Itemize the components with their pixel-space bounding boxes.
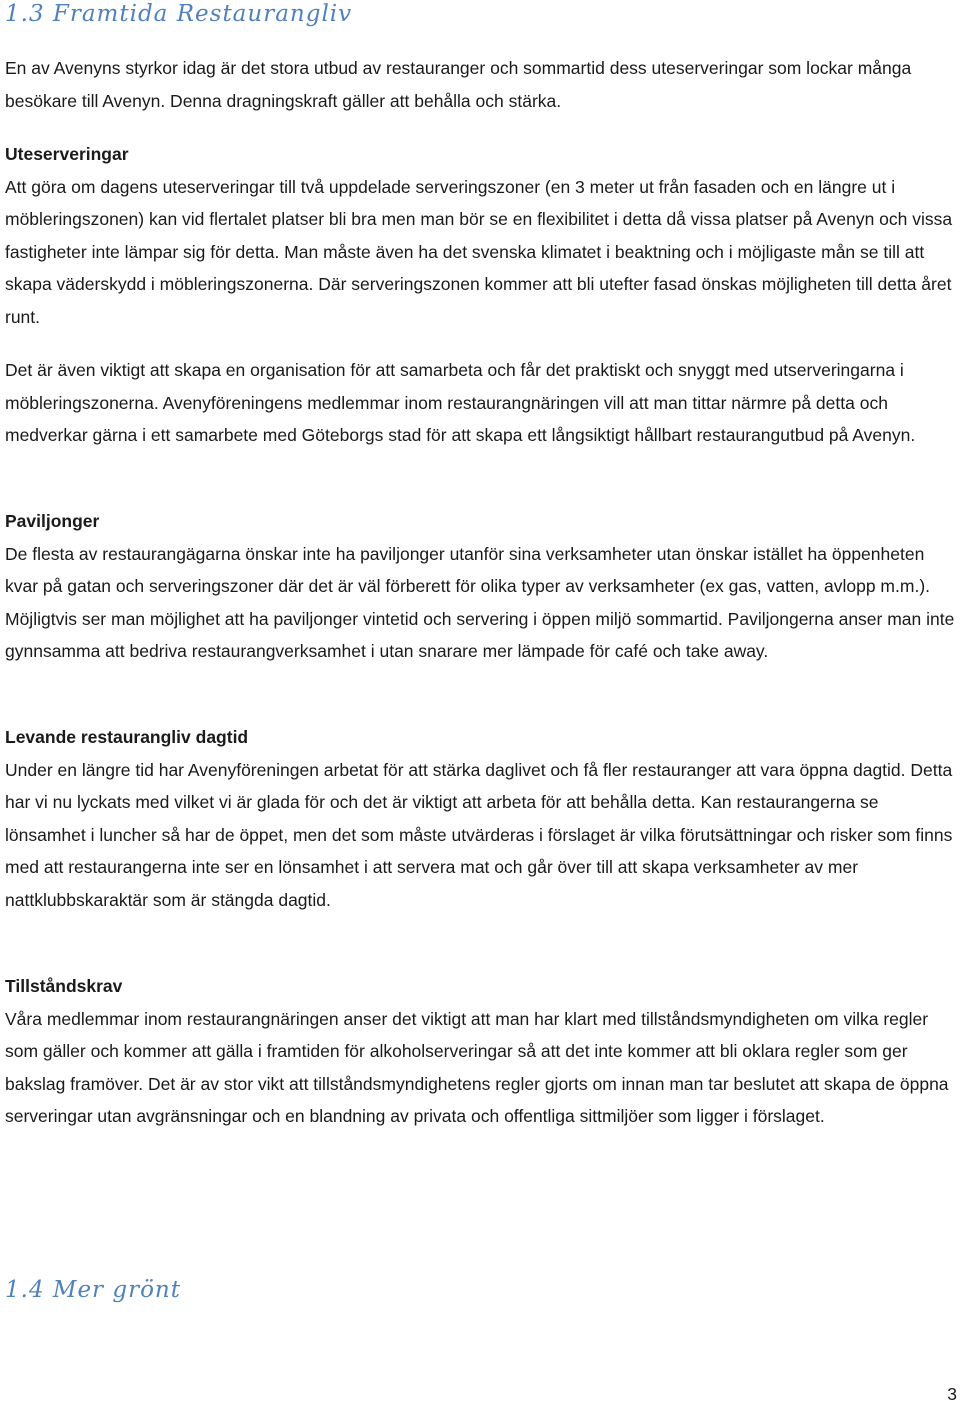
intro-paragraph: En av Avenyns styrkor idag är det stora utbud av restauranger och sommartid dess uteserveringar som lockar många besökare till Avenyn. Denna dragningskraft gäller att behålla och stärka. bbox=[5, 58, 912, 111]
paviljonger-heading: Paviljonger bbox=[5, 511, 100, 531]
levande-restaurangliv-heading: Levande restaurangliv dagtid bbox=[5, 727, 249, 747]
levande-restaurangliv-section bbox=[5, 721, 960, 917]
uteserveringar-paragraph-2: Det är även viktigt att skapa en organisation för att samarbeta och får det praktiskt och snyggt med utserveringarna i möbleringszonerna. Avenyföreningens medlemmar inom restaurangnäringen vill att man tittar närmre på detta och medverkar gärna i ett samarbete med Göteborgs stad för att skapa ett långsiktigt hållbart restaurangutbud på Avenyn. bbox=[5, 360, 916, 446]
paviljonger-paragraph: De flesta av restaurangägarna önskar inte ha paviljonger utanför sina verksamheter utan önskar istället ha öppenheten kvar på gatan och serveringszoner där det är väl förberett för olika typer av verksamheter (ex gas, vatten, avlopp m.m.). Möjligtvis ser man möjlighet att ha paviljonger vintetid och servering i öppen miljö sommartid. Paviljongerna anser man inte gynnsamma att bedriva restaurangverksamhet i utan snarare mer lämpade för café och take away. bbox=[5, 543, 955, 662]
section-heading-1-3: 1.3 Framtida Restaurangliv bbox=[5, 1, 353, 27]
paviljonger-section bbox=[5, 505, 960, 668]
tillstandskrav-section bbox=[5, 970, 960, 1133]
uteserveringar-section bbox=[5, 138, 960, 334]
page-number: 3 bbox=[947, 1384, 957, 1404]
tillstandskrav-heading: Tillståndskrav bbox=[5, 976, 123, 996]
uteserveringar-paragraph-1: Att göra om dagens uteserveringar till två uppdelade serveringszoner (en 3 meter ut från fasaden och en längre ut i möbleringszonen) kan vid flertalet platser bli bra men man bör se en flexibilitet i detta då vissa platser på Avenyn och vissa fastigheter inte lämpar sig för detta. Man måste även ha det svenska klimatet i beaktning och i möjligaste mån se till att skapa väderskydd i möbleringszonerna. Där serveringszonen kommer att bli utefter fasad önskas möjligheten till detta året runt. bbox=[5, 176, 953, 327]
uteserveringar-heading: Uteserveringar bbox=[5, 144, 129, 164]
section-heading-1-4: 1.4 Mer grönt bbox=[5, 1277, 181, 1303]
levande-restaurangliv-paragraph: Under en längre tid har Avenyföreningen arbetat för att stärka daglivet och få fler restauranger att vara öppna dagtid. Detta har vi nu lyckats med vilket vi är glada för och det är viktigt att arbeta för att behålla detta. Kan restaurangerna se lönsamhet i luncher så har de öppet, men det som måste utvärderas i förslaget är vilka förutsättningar och risker som finns med att restaurangerna inte ser en lönsamhet i att servera mat och går över till att skapa verksamheter av mer nattklubbskaraktär som är stängda dagtid. bbox=[5, 759, 953, 910]
tillstandskrav-paragraph: Våra medlemmar inom restaurangnäringen anser det viktigt att man har klart med tillståndsmyndigheten om vilka regler som gäller och kommer att gälla i framtiden för alkoholserveringar så att det inte kommer att bli oklara regler som ger bakslag framöver. Det är av stor vikt att tillståndsmyndighetens regler gjorts om innan man tar beslutet att skapa de öppna serveringar utan avgränsningar och en blandning av privata och offentliga sittmiljöer som ligger i förslaget. bbox=[5, 1008, 949, 1127]
